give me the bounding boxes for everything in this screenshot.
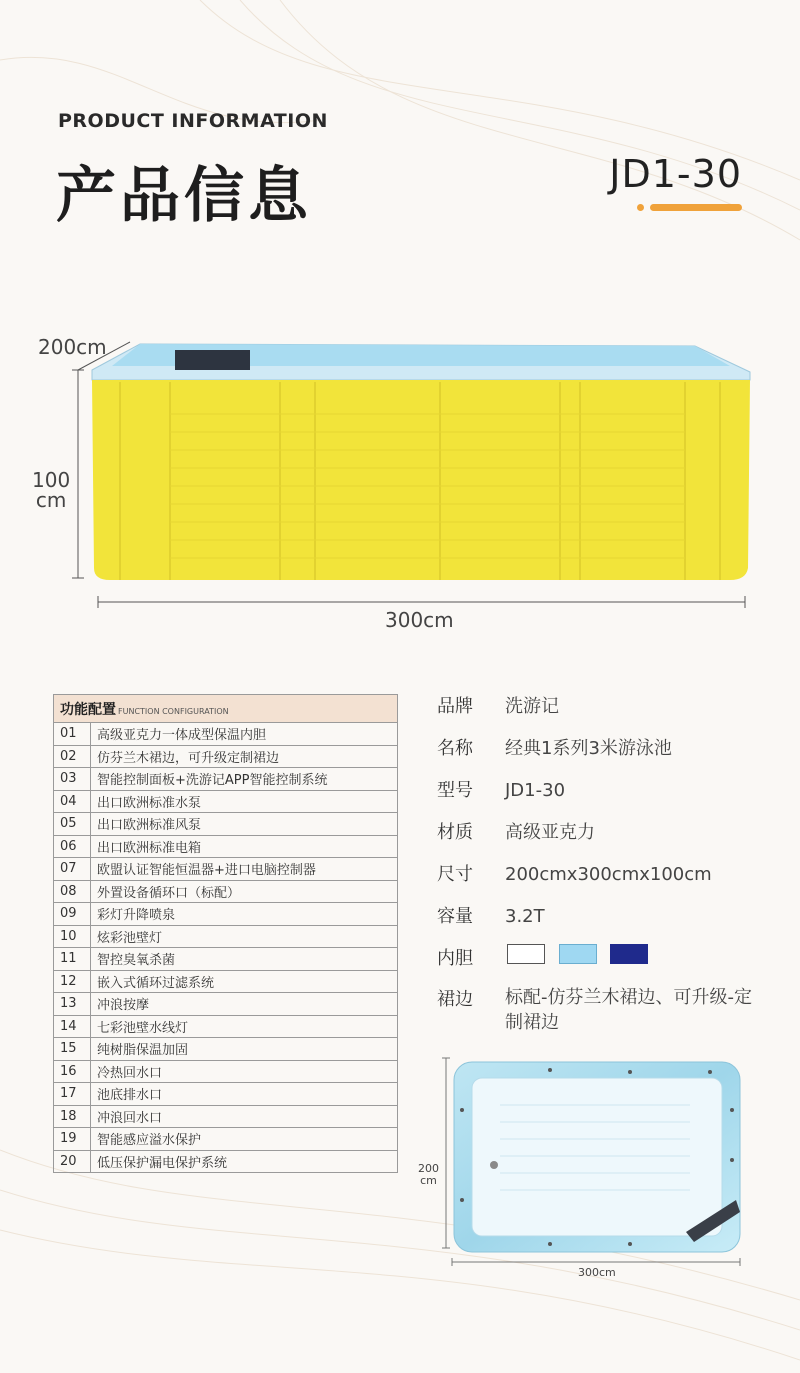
row-feature: 出口欧洲标准水泵 (91, 790, 398, 813)
table-row (54, 858, 398, 881)
top-width-dimension-label (418, 1163, 439, 1187)
row-number: 14 (54, 1015, 91, 1038)
spec-brand (437, 692, 559, 718)
row-feature: 智能感应溢水保护 (91, 1128, 398, 1151)
row-number: 13 (54, 993, 91, 1016)
height-dimension-label (32, 470, 70, 510)
table-row (54, 880, 398, 903)
table-title-en: FUNCTION CONFIGURATION (118, 706, 229, 716)
spec-value: 经典1系列3米游泳池 (505, 738, 672, 759)
spec-value: 3.2T (505, 906, 545, 927)
height-value: 100 (32, 468, 71, 492)
table-row (54, 768, 398, 791)
table-row (54, 970, 398, 993)
row-feature: 智能控制面板+洗游记APP智能控制系统 (91, 768, 398, 791)
row-feature: 嵌入式循环过滤系统 (91, 970, 398, 993)
row-feature: 池底排水口 (91, 1083, 398, 1106)
length-dimension-label: 300cm (385, 608, 454, 632)
accent-dot (637, 204, 644, 211)
row-number: 11 (54, 948, 91, 971)
row-number: 02 (54, 745, 91, 768)
spec-label: 材质 (437, 822, 473, 843)
row-feature: 仿芬兰木裙边，可升级定制裙边 (91, 745, 398, 768)
table-header-row (54, 695, 398, 723)
row-feature: 出口欧洲标准风泵 (91, 813, 398, 836)
row-number: 17 (54, 1083, 91, 1106)
row-feature: 外置设备循环口（标配） (91, 880, 398, 903)
spec-material (437, 818, 595, 844)
depth-dimension-label: 200cm (38, 335, 107, 359)
row-number: 20 (54, 1150, 91, 1173)
liner-color-swatch-lightblue (559, 944, 597, 964)
row-number: 03 (54, 768, 91, 791)
row-number: 05 (54, 813, 91, 836)
row-feature: 冲浪按摩 (91, 993, 398, 1016)
row-number: 07 (54, 858, 91, 881)
row-number: 16 (54, 1060, 91, 1083)
row-feature: 高级亚克力一体成型保温内胆 (91, 723, 398, 746)
spec-label: 裙边 (437, 989, 473, 1010)
row-number: 12 (54, 970, 91, 993)
liner-color-swatch-navy (610, 944, 648, 964)
spec-size (437, 860, 712, 886)
spec-model (437, 776, 565, 802)
table-row (54, 1150, 398, 1173)
model-code-heading: JD1-30 (609, 152, 742, 196)
page-title: 产品信息 (56, 161, 312, 231)
top-width-unit: cm (420, 1174, 437, 1187)
row-feature: 冲浪回水口 (91, 1105, 398, 1128)
row-number: 19 (54, 1128, 91, 1151)
spec-label: 名称 (437, 738, 473, 759)
row-number: 10 (54, 925, 91, 948)
liner-color-swatch-white (507, 944, 545, 964)
table-row (54, 1015, 398, 1038)
table-row (54, 1128, 398, 1151)
row-feature: 智控臭氧杀菌 (91, 948, 398, 971)
table-row (54, 745, 398, 768)
top-width-value: 200 (418, 1162, 439, 1175)
table-row (54, 1038, 398, 1061)
table-row (54, 813, 398, 836)
row-feature: 七彩池壁水线灯 (91, 1015, 398, 1038)
table-row (54, 835, 398, 858)
pool-front-illustration (30, 330, 770, 630)
section-eyebrow: PRODUCT INFORMATION (58, 110, 328, 132)
table-title-zh: 功能配置 (60, 701, 116, 718)
accent-bar (650, 204, 742, 211)
spec-label: 型号 (437, 780, 473, 801)
table-row (54, 790, 398, 813)
row-feature: 出口欧洲标准电箱 (91, 835, 398, 858)
table-row (54, 1060, 398, 1083)
spec-value: JD1-30 (505, 780, 566, 801)
row-number: 04 (54, 790, 91, 813)
spec-name (437, 734, 672, 760)
table-row (54, 993, 398, 1016)
spec-label: 容量 (437, 906, 473, 927)
table-row (54, 1105, 398, 1128)
table-header (54, 695, 398, 723)
pool-top-illustration (440, 1050, 760, 1280)
row-number: 18 (54, 1105, 91, 1128)
height-unit: cm (35, 488, 67, 512)
table-row (54, 723, 398, 746)
row-number: 09 (54, 903, 91, 926)
row-feature: 欧盟认证智能恒温器+进口电脑控制器 (91, 858, 398, 881)
spec-liner (437, 944, 505, 970)
function-config-table (53, 694, 398, 1173)
row-number: 15 (54, 1038, 91, 1061)
row-number: 06 (54, 835, 91, 858)
spec-label: 尺寸 (437, 864, 473, 885)
table-row (54, 925, 398, 948)
spec-label: 内胆 (437, 948, 473, 969)
table-row (54, 903, 398, 926)
row-feature: 冷热回水口 (91, 1060, 398, 1083)
row-feature: 炫彩池壁灯 (91, 925, 398, 948)
table-row (54, 1083, 398, 1106)
spec-value: 200cmx300cmx100cm (505, 864, 712, 885)
row-number: 08 (54, 880, 91, 903)
spec-value: 洗游记 (505, 696, 559, 717)
spec-label: 品牌 (437, 696, 473, 717)
spec-skirt-value: 标配-仿芬兰木裙边、可升级-定制裙边 (505, 987, 752, 1033)
spec-value: 高级亚克力 (505, 822, 595, 843)
row-feature: 纯树脂保温加固 (91, 1038, 398, 1061)
spec-capacity (437, 902, 545, 928)
spec-skirt (437, 985, 505, 1011)
row-feature: 彩灯升降喷泉 (91, 903, 398, 926)
table-row (54, 948, 398, 971)
row-feature: 低压保护漏电保护系统 (91, 1150, 398, 1173)
row-number: 01 (54, 723, 91, 746)
top-length-dimension-label: 300cm (578, 1266, 616, 1279)
